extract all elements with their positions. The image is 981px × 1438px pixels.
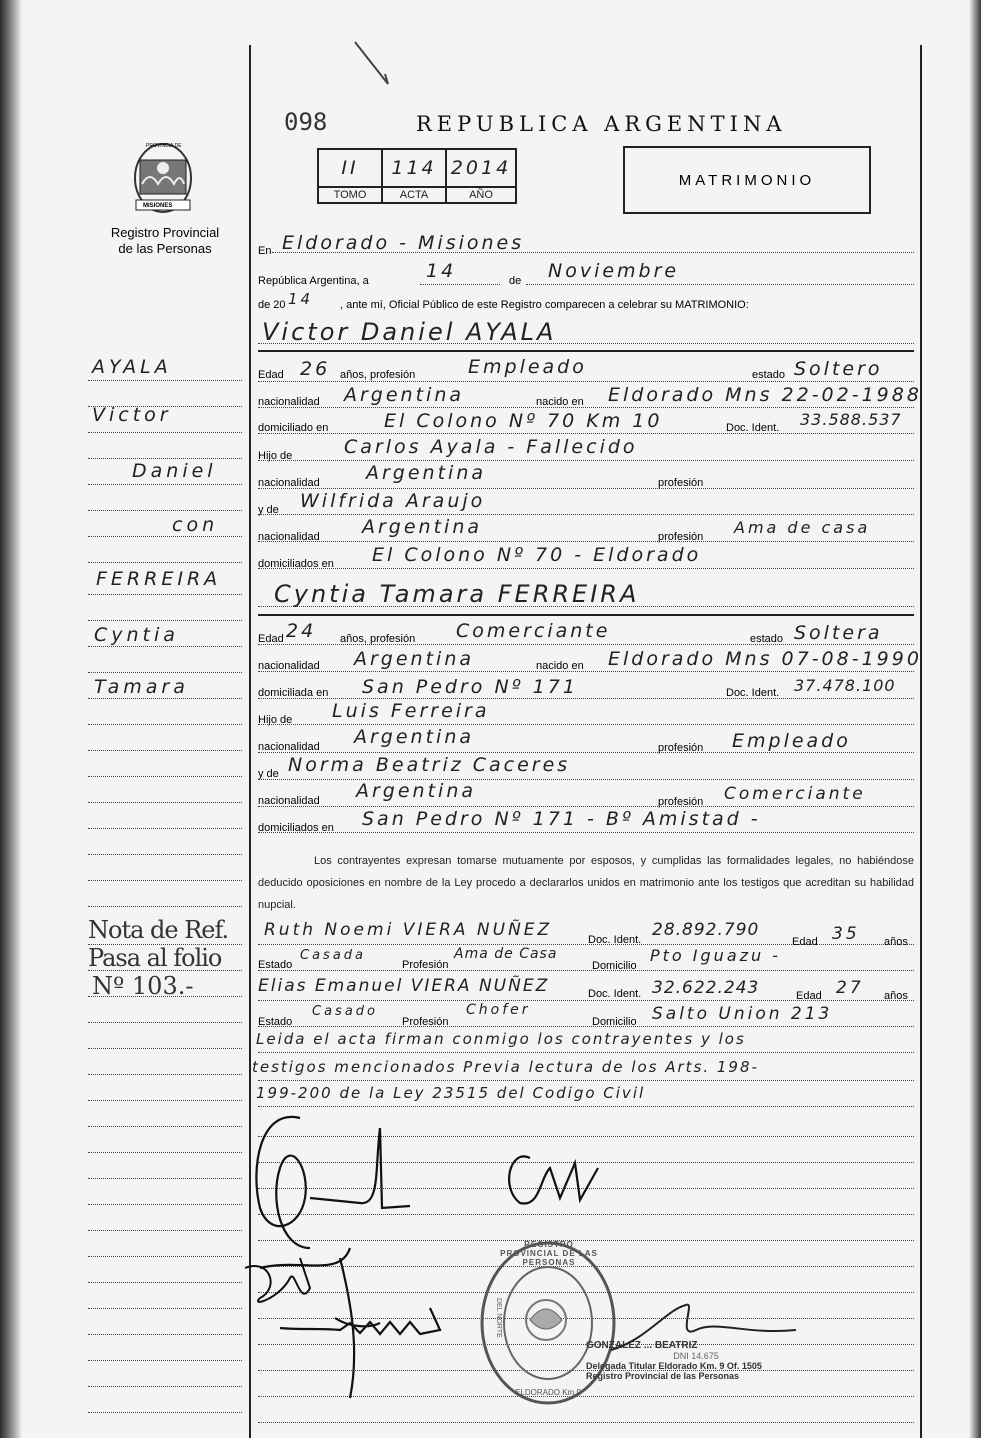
witness1-estado-label: Estado	[258, 959, 293, 971]
acta-value: 114	[382, 149, 446, 187]
declaration-text: Los contrayentes expresan tomarse mutuamente por esposos, y cumplidas las formalidades legales, no habiéndose deducido oposiciones en nombre de la Ley procedo a declararlos unidos en matrimonio ante los testigos que acreditan su habilidad nupcial.	[258, 855, 914, 911]
seal-side-text: DEL NORTE	[495, 1298, 502, 1338]
bride-mother-profession: Comerciante	[724, 784, 866, 804]
acta-label: ACTA	[382, 187, 446, 203]
bride-yde-label: y de	[258, 768, 279, 780]
registry-seal	[478, 1238, 618, 1408]
bride-mother-prof-label: profesión	[658, 796, 704, 808]
dotline	[258, 514, 914, 515]
witness1-prof-label: Profesión	[402, 959, 449, 971]
ano-value: 2014	[446, 149, 516, 187]
dotline	[420, 284, 500, 285]
witness2-name: Elias Emanuel VIERA NUÑEZ	[258, 976, 550, 996]
margin-line	[88, 562, 242, 563]
margin-line	[88, 880, 242, 881]
margin-line	[88, 484, 242, 485]
witness2-prof-label: Profesión	[402, 1016, 449, 1028]
margin-line	[88, 1126, 242, 1127]
groom-nacionalidad-label: nacionalidad	[258, 396, 320, 408]
en-label: En	[258, 245, 272, 257]
dotline	[258, 970, 914, 971]
registry-name-line2: de las Personas	[118, 241, 212, 256]
bride-father-profession: Empleado	[732, 730, 851, 752]
witness1-name: Ruth Noemi VIERA NUÑEZ	[264, 920, 553, 940]
bride-profession: Comerciante	[456, 620, 611, 642]
dotline	[526, 284, 914, 285]
margin-line	[88, 458, 242, 459]
margin-line	[88, 1178, 242, 1179]
groom-full-name: Victor Daniel AYALA	[262, 318, 557, 346]
dotline	[258, 407, 914, 408]
margin-line	[88, 1152, 242, 1153]
record-type-box: MATRIMONIO	[623, 146, 871, 214]
registry-name	[100, 225, 230, 257]
closing-line1: Leida el acta firman conmigo los contrayentes y los	[256, 1030, 746, 1048]
groom-address: El Colono Nº 70 Km 10	[384, 410, 663, 432]
bride-estado-label: estado	[750, 633, 784, 645]
bride-doc-number: 37.478.100	[794, 676, 896, 695]
dotline	[258, 1422, 914, 1423]
bride-hijo-label: Hijo de	[258, 714, 293, 726]
emblem-top-text: PROVINCIA DE	[146, 143, 182, 149]
margin-line	[88, 1100, 242, 1101]
groom-parents-address: El Colono Nº 70 - Eldorado	[372, 544, 702, 566]
bride-age: 24	[286, 620, 317, 642]
margin-line	[88, 672, 242, 673]
groom-edad-label: Edad	[258, 369, 284, 381]
dotline	[258, 541, 914, 542]
witness2-edad-label: Edad	[796, 990, 822, 1002]
groom-mother-profession: Ama de casa	[734, 518, 871, 537]
margin-line	[88, 1074, 242, 1075]
margin-groom-surname: AYALA	[92, 356, 172, 378]
emblem-bottom-text: MISIONES	[143, 203, 173, 209]
place-value: Eldorado - Misiones	[282, 232, 525, 254]
groom-mother-prof-label: profesión	[658, 531, 704, 543]
bride-domiciliados-label: domiciliados en	[258, 822, 334, 834]
witness2-profession: Chofer	[466, 1002, 531, 1018]
margin-line	[88, 594, 242, 595]
dotline	[258, 832, 914, 833]
margin-line	[88, 1360, 242, 1361]
dotline	[258, 1052, 914, 1053]
bride-father-nac-label: nacionalidad	[258, 741, 320, 753]
bride-nacido-label: nacido en	[536, 660, 584, 672]
margin-line	[88, 1048, 242, 1049]
groom-profession: Empleado	[468, 356, 587, 378]
groom-doc-label: Doc. Ident.	[726, 422, 780, 434]
witness1-status: Casada	[300, 948, 367, 963]
bride-signature	[509, 1156, 598, 1203]
margin-line	[88, 1256, 242, 1257]
margin-line	[88, 828, 242, 829]
margin-con: con	[172, 514, 219, 536]
margin-line	[88, 1282, 242, 1283]
margin-line	[88, 724, 242, 725]
bride-address: San Pedro Nº 171	[362, 676, 578, 698]
margin-line	[88, 1308, 242, 1309]
witness2-estado-label: Estado	[258, 1016, 293, 1028]
bride-rule	[258, 614, 914, 616]
dotline	[258, 460, 914, 461]
margin-ref-line3: Nº 103.-	[92, 972, 194, 1000]
groom-nationality: Argentina	[344, 384, 465, 406]
staple-mark	[352, 40, 392, 90]
dotline	[258, 698, 914, 699]
intro-text: , ante mí, Oficial Público de este Registro comparecen a celebrar su MATRIMONIO:	[340, 299, 749, 311]
dotline	[258, 433, 914, 434]
witness1-age: 35	[832, 924, 860, 944]
witness2-age: 27	[836, 978, 864, 998]
witness2-doc-label: Doc. Ident.	[588, 988, 642, 1000]
bride-full-name: Cyntia Tamara FERREIRA	[274, 580, 640, 608]
groom-civil-status: Soltero	[794, 358, 883, 380]
margin-line	[88, 906, 242, 907]
groom-hijo-label: Hijo de	[258, 450, 293, 462]
closing-line3: 199-200 de la Ley 23515 del Codigo Civil	[256, 1084, 646, 1102]
margin-ref-line2: Pasa al folio	[88, 944, 222, 972]
official-stamp-line1: GONZALEZ ... BEATRIZ	[586, 1340, 698, 1351]
right-rule	[920, 45, 922, 1438]
witness2-doc: 32.622.243	[652, 978, 760, 998]
margin-line	[88, 510, 242, 511]
republica-label: República Argentina, a	[258, 275, 369, 287]
groom-domiciliados-label: domiciliados en	[258, 558, 334, 570]
bride-civil-status: Soltera	[794, 622, 883, 644]
groom-signature	[256, 1117, 410, 1268]
groom-yde-label: y de	[258, 504, 279, 516]
margin-groom-first: Victor	[92, 404, 172, 426]
groom-nacido-label: nacido en	[536, 396, 584, 408]
tomo-acta-ano-table	[317, 148, 517, 204]
registry-name-line1: Registro Provincial	[110, 225, 220, 240]
witness1-doc: 28.892.790	[652, 920, 760, 940]
margin-line	[88, 776, 242, 777]
bride-nationality: Argentina	[354, 648, 475, 670]
official-stamp-line3: Delegada Titular Eldorado Km. 9 Of. 1505	[586, 1361, 762, 1371]
dotline	[258, 1026, 914, 1027]
dotline	[258, 806, 914, 807]
witness2-signature	[280, 1258, 440, 1398]
groom-father-prof-label: profesión	[658, 477, 704, 489]
seal-text: REGISTRO PROVINCIAL DE LAS PERSONAS	[500, 1240, 598, 1267]
groom-mother-nationality: Argentina	[362, 516, 483, 538]
margin-line	[88, 620, 242, 621]
margin-line	[88, 380, 242, 381]
margin-bride-surname: FERREIRA	[96, 568, 222, 590]
dotline	[258, 724, 914, 725]
serial-number: 098	[284, 108, 328, 136]
groom-father: Carlos Ayala - Fallecido	[344, 436, 638, 458]
margin-line	[88, 646, 242, 647]
groom-doc-number: 33.588.537	[800, 410, 902, 429]
margin-line	[88, 432, 242, 433]
groom-estado-label: estado	[752, 369, 786, 381]
bride-mother: Norma Beatriz Caceres	[288, 754, 571, 776]
groom-mother-nac-label: nacionalidad	[258, 531, 320, 543]
bride-father: Luis Ferreira	[332, 700, 490, 722]
closing-line2: testigos mencionados Previa lectura de los Arts. 198-	[252, 1058, 759, 1076]
bride-mother-nac-label: nacionalidad	[258, 795, 320, 807]
margin-line	[88, 750, 242, 751]
official-stamp-line2: DNI 14.675	[673, 1351, 719, 1361]
witness1-doc-label: Doc. Ident.	[588, 934, 642, 946]
margin-line	[88, 1230, 242, 1231]
bride-edad-label: Edad	[258, 633, 284, 645]
margin-line	[88, 1204, 242, 1205]
country-title: REPUBLICA ARGENTINA	[416, 112, 787, 136]
margin-line	[88, 1334, 242, 1335]
page-shadow-right	[969, 0, 981, 1438]
seal-lower-text: ELDORADO Km 9	[515, 1388, 581, 1397]
bride-mother-nationality: Argentina	[356, 780, 477, 802]
dotline	[258, 752, 914, 753]
margin-bride-middle: Tamara	[94, 676, 189, 698]
margin-line	[88, 802, 242, 803]
tomo-value: II	[318, 149, 382, 187]
bride-nacionalidad-label: nacionalidad	[258, 660, 320, 672]
margin-bride-first: Cyntia	[94, 624, 179, 646]
official-stamp-line4: Registro Provincial de las Personas	[586, 1371, 740, 1381]
de-label: de	[509, 275, 522, 287]
groom-rule	[258, 350, 914, 352]
margin-line	[88, 1386, 242, 1387]
groom-mother: Wilfrida Araujo	[300, 490, 486, 512]
margin-line	[88, 854, 242, 855]
bride-anos-label: años, profesión	[340, 633, 416, 645]
witness1-domicilio-label: Domicilio	[592, 960, 637, 972]
margin-groom-middle: Daniel	[132, 460, 217, 482]
official-stamp	[586, 1340, 806, 1381]
witness2-domicilio-label: Domicilio	[592, 1016, 637, 1028]
margin-line	[88, 536, 242, 537]
dotline	[258, 381, 914, 382]
tomo-label: TOMO	[318, 187, 382, 203]
bride-father-nationality: Argentina	[354, 726, 475, 748]
page-shadow-left	[0, 0, 22, 1438]
dotline	[258, 1080, 914, 1081]
bride-domiciliada-label: domiciliada en	[258, 687, 329, 699]
year-suffix: 14	[288, 290, 314, 308]
month-value: Noviembre	[548, 260, 680, 282]
margin-line	[88, 698, 242, 699]
groom-anos-label: años, profesión	[340, 369, 416, 381]
margin-line	[88, 1022, 242, 1023]
dotline	[258, 671, 914, 672]
groom-father-nac-label: nacionalidad	[258, 477, 320, 489]
dotline	[258, 488, 914, 489]
witness1-address: Pto Iguazu -	[650, 946, 782, 965]
witness1-edad-label: Edad	[792, 936, 818, 948]
witness2-status: Casado	[312, 1004, 378, 1019]
groom-birth: Eldorado Mns 22-02-1988	[608, 384, 922, 406]
ano-label: AÑO	[446, 187, 516, 203]
witness1-anos-label: años	[884, 936, 908, 948]
year-prefix: de 20	[258, 299, 286, 311]
witness2-address: Salto Union 213	[652, 1004, 833, 1024]
bride-birth: Eldorado Mns 07-08-1990	[608, 648, 922, 670]
margin-line	[88, 1412, 242, 1413]
dotline	[258, 1106, 914, 1107]
groom-father-nationality: Argentina	[366, 462, 487, 484]
bride-doc-label: Doc. Ident.	[726, 687, 780, 699]
margin-ref-line1: Nota de Ref.	[88, 916, 229, 944]
day-value: 14	[426, 260, 457, 282]
bride-parents-address: San Pedro Nº 171 - Bº Amistad -	[362, 808, 761, 830]
dotline	[258, 568, 914, 569]
witness2-anos-label: años	[884, 990, 908, 1002]
bride-father-prof-label: profesión	[658, 742, 704, 754]
official-signature	[606, 1300, 806, 1360]
groom-domiciliado-label: domiciliado en	[258, 422, 329, 434]
witness1-profession: Ama de Casa	[454, 946, 558, 962]
groom-age: 26	[300, 358, 331, 380]
